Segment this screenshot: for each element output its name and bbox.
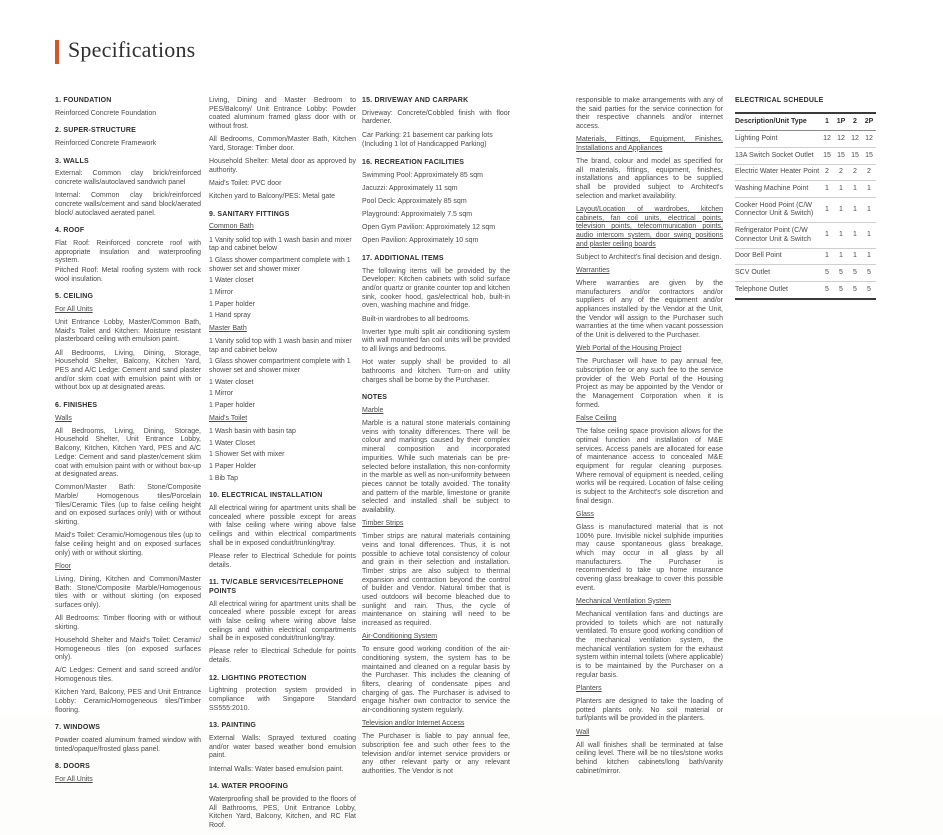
schedule-row-value: 15 xyxy=(848,148,862,165)
schedule-row-value: 1 xyxy=(862,248,876,265)
section-heading: 4. ROOF xyxy=(55,227,85,235)
paragraph: Mechanical ventilation fans and ductings are provided to toilets which are not naturally ventilated. To ensure good working condition of the mechanical ventilation system, the mechanical ventilation system for the exhaust system within internal toilets (where applicable) is to be maintained by the Purchaser on a regular basis. xyxy=(576,610,723,679)
sub-heading: Floor xyxy=(55,562,71,570)
section-heading: 14. WATER PROOFING xyxy=(209,783,289,791)
section-heading: 12. LIGHTING PROTECTION xyxy=(209,674,307,682)
section-heading: 16. RECREATION FACILITIES xyxy=(362,158,465,166)
schedule-row xyxy=(735,198,876,223)
paragraph: Household Shelter and Maid's Toilet: Ceramic/ Homogeneous tiles (on exposed surfaces only). xyxy=(55,636,201,662)
paragraph: responsible to make arrangements with any of the said parties for the service connection for their respective channels and/or internet access. xyxy=(576,97,723,131)
schedule-row-value: 2 xyxy=(820,164,834,181)
section-heading: 8. DOORS xyxy=(55,763,91,771)
paragraph: External Walls: Sprayed textured coating and/or water based weather bond emulsion paint. xyxy=(209,735,356,760)
section-heading: 10. ELECTRICAL INSTALLATION xyxy=(209,492,323,500)
column-notes-continued xyxy=(576,97,723,781)
list-line: 1 Wash basin with basin tap xyxy=(209,427,296,435)
section-heading: 11. TV/CABLE SERVICES/TELEPHONE POINTS xyxy=(209,579,344,595)
list-line: 1 Paper holder xyxy=(209,300,255,308)
schedule-row-value: 1 xyxy=(834,223,848,248)
list-line: 1 Water closet xyxy=(209,277,254,285)
section-heading: 5. CEILING xyxy=(55,293,94,301)
schedule-row-value: 5 xyxy=(862,282,876,299)
schedule-row xyxy=(735,248,876,265)
paragraph: Pitched Roof: Metal roofing system with rock wool insulation. xyxy=(55,266,201,283)
electrical-schedule-column xyxy=(735,97,876,300)
paragraph: Maid's Toilet: PVC door xyxy=(209,179,282,187)
schedule-col-unit-type: 2 xyxy=(848,113,862,131)
sub-heading: Maid's Toilet xyxy=(209,414,248,422)
schedule-row-value: 12 xyxy=(862,131,876,148)
schedule-row-value: 2 xyxy=(862,164,876,181)
schedule-row-value: 5 xyxy=(848,282,862,299)
schedule-row-value: 1 xyxy=(820,181,834,198)
electrical-schedule-title: ELECTRICAL SCHEDULE xyxy=(735,97,824,104)
paragraph: Household Shelter: Metal door as approved by authority. xyxy=(209,158,356,174)
section-heading: 2. SUPER-STRUCTURE xyxy=(55,127,136,135)
schedule-row-value: 2 xyxy=(834,164,848,181)
list-line: 1 Paper Holder xyxy=(209,463,257,470)
schedule-row-value: 12 xyxy=(834,131,848,148)
schedule-row-label: 13A Switch Socket Outlet xyxy=(735,148,820,165)
schedule-row-value: 1 xyxy=(820,223,834,248)
list-line: 1 Vanity solid top with 1 wash basin and mixer tap and cabinet below xyxy=(209,338,352,354)
schedule-row-value: 5 xyxy=(820,265,834,282)
schedule-row-value: 15 xyxy=(820,148,834,165)
sub-heading: Materials, Fittings, Equipment, Finishes, Installations and Appliances xyxy=(576,136,723,152)
paragraph: Unit Entrance Lobby, Master/Common Bath, Maid's Toilet and Kitchen: Moisture resistant plasterboard ceiling with emulsion paint. xyxy=(55,319,201,344)
sub-heading: Mechanical Ventilation System xyxy=(576,597,671,605)
sub-heading: Television and/or Internet Access xyxy=(362,720,465,728)
schedule-row-value: 1 xyxy=(848,223,862,248)
paragraph: Open Pavilion: Approximately 10 sqm xyxy=(362,237,479,245)
schedule-row xyxy=(735,181,876,198)
sub-heading: Glass xyxy=(576,510,594,518)
sub-heading: Common Bath xyxy=(209,223,254,231)
paragraph: The brand, colour and model as specified for all materials, fittings, equipment, finishes, installations and appliances to be supplied shall be provided subject to Architect's selection and market availability. xyxy=(576,158,723,200)
schedule-row-label: Cooker Hood Point (C/W Connector Unit & Switch) xyxy=(735,198,820,223)
paragraph: The Purchaser is liable to pay annual fee, subscription fee and such other fees to the television and/or internet service providers or any other relevant party or any relevant authorities. The Vendor is not xyxy=(362,733,510,775)
schedule-row-label: Electric Water Heater Point xyxy=(735,164,820,181)
paragraph: All electrical wiring for apartment units shall be concealed where possible except for areas with false ceiling where wiring above false ceilings and within electrical compartments shall be in exposed conduit/trunking/tray. xyxy=(209,505,356,547)
schedule-row-value: 1 xyxy=(834,198,848,223)
schedule-row-value: 1 xyxy=(834,181,848,198)
paragraph: Reinforced Concrete Foundation xyxy=(55,109,157,117)
list-line: 1 Shower Set with mixer xyxy=(209,451,285,459)
schedule-row xyxy=(735,148,876,165)
schedule-col-unit-type: 1P xyxy=(834,113,848,131)
paragraph: All Bedrooms, Living, Dining, Storage, Household Shelter, Balcony, Kitchen Yard, PES and A/C Ledge: Cement and sand plaster and/or skim coat with emulsion paint with or without box up at designated areas. xyxy=(55,349,201,392)
schedule-row-value: 1 xyxy=(848,181,862,198)
schedule-row-label: Refrigerator Point (C/W Connector Unit & Switch xyxy=(735,223,820,248)
schedule-row-value: 12 xyxy=(820,131,834,148)
paragraph: Car Parking: 21 basement car parking lots xyxy=(362,131,493,139)
paragraph: Playground: Approximately 7.5 sqm xyxy=(362,211,473,219)
schedule-row-value: 12 xyxy=(848,131,862,148)
paragraph: Inverter type multi split air conditioning system with wall mounted fan coil units will be provided to all livings and bedrooms. xyxy=(362,328,510,354)
sub-heading: Timber Strips xyxy=(362,520,404,528)
list-line: 1 Glass shower compartment complete with 1 shower set and shower mixer xyxy=(209,358,351,375)
schedule-row-value: 1 xyxy=(848,248,862,265)
schedule-row-value: 5 xyxy=(862,265,876,282)
schedule-row xyxy=(735,164,876,181)
schedule-col-description: Description/Unit Type xyxy=(735,113,820,131)
list-line: 1 Mirror xyxy=(209,390,234,398)
column-driveway-to-notes xyxy=(362,97,510,781)
schedule-row xyxy=(735,265,876,282)
paragraph: External: Common clay brick/reinforced concrete walls/autoclaved sandwich panel xyxy=(55,170,201,187)
paragraph: Built-in wardrobes to all bedrooms. xyxy=(362,315,470,323)
list-line: 1 Vanity solid top with 1 wash basin and mixer tap and cabinet below xyxy=(209,236,352,253)
paragraph: Powder coated aluminum framed window with tinted/opaque/frosted glass panel. xyxy=(55,736,201,753)
list-line: 1 Paper holder xyxy=(209,402,255,410)
page-title: Specifications xyxy=(68,37,196,62)
schedule-row-value: 1 xyxy=(862,181,876,198)
paragraph: Pool Deck: Approximately 85 sqm xyxy=(362,197,467,205)
sub-heading: Warranties xyxy=(576,266,610,274)
schedule-row-label: Lighting Point xyxy=(735,131,820,148)
schedule-row-value: 1 xyxy=(820,248,834,265)
sub-heading: For All Units xyxy=(55,305,93,313)
schedule-row-value: 5 xyxy=(820,282,834,299)
paragraph: Kitchen Yard, Balcony, PES and Unit Entrance Lobby: Ceramic/Homogeneous tiles/Timber flooring. xyxy=(55,689,201,714)
section-heading: NOTES xyxy=(362,394,388,402)
schedule-row-value: 5 xyxy=(834,282,848,299)
schedule-row-value: 1 xyxy=(862,223,876,248)
paragraph: The false ceiling space provision allows for the optimal function and installation of M&E services. Access panels are allocated for ease of maintenance access to concealed M&E equipment for regular cleaning purposes. Where removal of equipment is needed, ceiling works will be required. Location of false ceiling is subject to the Architect's sole discretion and final design. xyxy=(576,428,723,505)
list-line: 1 Mirror xyxy=(209,288,234,296)
schedule-row-value: 2 xyxy=(848,164,862,181)
paragraph: Subject to Architect's final decision and design. xyxy=(576,253,722,261)
sub-heading: Planters xyxy=(576,684,602,692)
paragraph: Maid's Toilet: Ceramic/Homogenous tiles (up to false ceiling height and on exposed surfaces only) with or without skirting. xyxy=(55,532,201,557)
schedule-header-row xyxy=(735,113,876,131)
schedule-row-value: 1 xyxy=(820,198,834,223)
list-line: 1 Hand spray xyxy=(209,312,251,320)
paragraph: Lightning protection system provided in compliance with Singapore Standard SS555:2010. xyxy=(209,687,356,712)
paragraph: All electrical wiring for apartment units shall be concealed where possible except for areas with false ceiling where wiring above false ceilings and within electrical compartments shall be in exposed conduit/trunking/tray. xyxy=(209,600,356,643)
paragraph: Living, Dining and Master Bedroom to PES/Balcony/ Unit Entrance Lobby: Powder coated aluminum framed glass door with or without frost. xyxy=(209,97,356,131)
schedule-row-value: 1 xyxy=(848,198,862,223)
column-doors-to-waterproofing xyxy=(209,97,356,835)
schedule-row-label: Telephone Outlet xyxy=(735,282,820,299)
column-foundation-to-doors xyxy=(55,97,201,789)
paragraph: Internal: Common clay brick/reinforced concrete walls/cement and sand block/aerated block/ autoclaved aerated panel. xyxy=(55,192,201,217)
section-heading: 9. SANITARY FITTINGS xyxy=(209,210,290,218)
list-line: 1 Water closet xyxy=(209,378,254,386)
sub-heading: False Ceiling xyxy=(576,415,617,422)
paragraph: Living, Dining, Kitchen and Common/Master Bath: Stone/Composite Marble/Homogenous tiles with or without skirting (on exposed surfaces only). xyxy=(55,575,201,609)
schedule-row-value: 5 xyxy=(848,265,862,282)
sub-heading: For All Units xyxy=(55,775,93,783)
section-heading: 17. ADDITIONAL ITEMS xyxy=(362,255,444,263)
sub-heading: Web Portal of the Housing Project xyxy=(576,345,682,353)
schedule-body xyxy=(735,131,876,299)
paragraph: Flat Roof: Reinforced concrete roof with appropriate insulation and waterproofing system. xyxy=(55,239,201,265)
sub-heading: Master Bath xyxy=(209,324,247,332)
paragraph: Marble is a natural stone materials containing veins with tonality differences. There will be colour and markings caused by their complex mineral composition and incorporated impurities. While such materials can be pre-selected before installation, this non-conformity in the marble as well as non-uniformity between pieces cannot be totally avoided. The tonality and pattern of the marble, limestone or granite selected and installed shall be subject to availability. xyxy=(362,420,510,514)
schedule-row-value: 15 xyxy=(834,148,848,165)
paragraph: The following items will be provided by the Developer: Kitchen cabinets with solid surface and/or quartz or granite counter top and kitchen sink, cooker hood, gas/electrical hob, built-in oven, washing machine and fridge. xyxy=(362,267,510,310)
section-heading: 6. FINISHES xyxy=(55,401,98,409)
paragraph: Open Gym Pavilion: Approximately 12 sqm xyxy=(362,224,496,232)
paragraph: All Bedrooms: Timber flooring with or without skirting. xyxy=(55,615,201,631)
paragraph: Driveway: Concrete/Cobbled finish with floor hardener. xyxy=(362,109,510,126)
paragraph: Internal Walls: Water based emulsion paint. xyxy=(209,765,344,773)
section-heading: 7. WINDOWS xyxy=(55,724,101,732)
schedule-row-value: 1 xyxy=(862,198,876,223)
list-line: 1 Glass shower compartment complete with 1 shower set and shower mixer xyxy=(209,256,351,273)
schedule-row-value: 15 xyxy=(862,148,876,165)
title-accent-bar xyxy=(55,40,59,64)
paragraph: Glass is manufactured material that is not 100% pure. Invisible nickel sulphide impurities may cause spontaneous glass breakage, which may occur in all glass by all manufacturers. The Purchaser is recommended to take up home insurance covering glass breakage to cover this possible event. xyxy=(576,523,723,592)
section-heading: 15. DRIVEWAY AND CARPARK xyxy=(362,97,469,104)
section-heading: 13. PAINTING xyxy=(209,722,257,730)
paragraph: Where warranties are given by the manufacturers and/or contractors and/or suppliers of any of the equipment and/or appliances installed by the Vendor at the Unit, the Vendor will assign to the Purchaser such warranties at the time when vacant possession of the Unit is delivered to the Purchaser. xyxy=(576,280,723,340)
paragraph: Planters are designed to take the loading of potted plants only. No soil material or turf/plants will be provided in the planters. xyxy=(576,697,723,723)
paragraph: Timber strips are natural materials containing veins and tonal differences. Thus, it is not possible to achieve total consistency of colour and grain in their selection and installation. Timber strips are also subject to thermal expansion and contraction beyond the control of builder and Vendor. Natural timber that is used outdoors will become bleached due to sunlight and rain. Thus, the cycle of maintenance on staining will need to be increased as required. xyxy=(362,533,510,627)
schedule-row xyxy=(735,223,876,248)
schedule-row-value: 5 xyxy=(834,265,848,282)
schedule-col-unit-type: 2P xyxy=(862,113,876,131)
paragraph: Kitchen yard to Balcony/PES: Metal gate xyxy=(209,193,336,201)
paragraph: (Including 1 lot of Handicapped Parking) xyxy=(362,141,487,149)
paragraph: Please refer to Electrical Schedule for points details. xyxy=(209,552,356,569)
sub-heading: Walls xyxy=(55,414,72,422)
list-line: 1 Water Closet xyxy=(209,439,256,447)
page-title-block xyxy=(55,37,195,64)
electrical-schedule-table xyxy=(735,112,876,300)
schedule-row xyxy=(735,282,876,299)
schedule-row-value: 1 xyxy=(834,248,848,265)
paragraph: All wall finishes shall be terminated at false ceiling level. There will be no tiles/stone works behind kitchen cabinets/long bath/vanity cabinet/mirror. xyxy=(576,741,723,775)
paragraph: Jacuzzi: Approximately 11 sqm xyxy=(362,184,458,192)
sub-heading: Air-Conditioning System xyxy=(362,633,438,641)
sub-heading: Marble xyxy=(362,406,384,414)
schedule-row xyxy=(735,131,876,148)
paragraph: Hot water supply shall be provided to all bathrooms and kitchen. Turn-on and utility charges shall be borne by the Purchaser. xyxy=(362,359,510,384)
schedule-row-label: SCV Outlet xyxy=(735,265,820,282)
list-line: 1 Bib Tap xyxy=(209,474,239,482)
sub-heading: Wall xyxy=(576,728,590,736)
paragraph: Please refer to Electrical Schedule for points details. xyxy=(209,648,356,665)
paragraph: Swimming Pool: Approximately 85 sqm xyxy=(362,171,483,179)
sub-heading: Layout/Location of wardrobes, kitchen cabinets, fan coil units, electrical points, television points, telecommunication points, audio intercom system, door swing positions and plaster ceiling boards xyxy=(576,205,723,248)
paragraph: All Bedrooms, Living, Dining, Storage, Household Shelter, Unit Entrance Lobby, Balcony, Kitchen, Kitchen Yard, PES and A/C Ledge: Cement and sand plaster/cement skim coat with emulsion paint with or without box-up at designated areas. xyxy=(55,427,201,479)
paragraph: The Purchaser will have to pay annual fee, subscription fee or any such fee to the service provider of the Web Portal of the Housing Project as may be appointed by the Vendor or the Management Corporation when it is formed. xyxy=(576,358,723,409)
paragraph: Common/Master Bath: Stone/Composite Marble/ Homogenous tiles/Porcelain Tiles/Ceramic Tiles (up to false ceiling height and on exposed surfaces only) with or without skirting. xyxy=(55,484,201,527)
section-heading: 3. WALLS xyxy=(55,157,89,165)
paragraph: All Bedrooms, Common/Master Bath, Kitchen Yard, Storage: Timber door. xyxy=(209,136,356,152)
paragraph: A/C Ledges: Cement and sand screed and/or Homogenous tiles. xyxy=(55,667,201,684)
schedule-row-label: Washing Machine Point xyxy=(735,181,820,198)
paragraph: To ensure good working condition of the air-conditioning system, the system has to be maintained and cleaned on a regular basis by the Purchaser. This includes the cleaning of filters, clearing of condensate pipes and charging of gas. The Purchaser is advised to engage his/her own contractor to service the air-conditioning system regularly. xyxy=(362,646,510,714)
schedule-row-label: Door Bell Point xyxy=(735,248,820,265)
paragraph: Reinforced Concrete Framework xyxy=(55,140,157,148)
paragraph: Waterproofing shall be provided to the floors of All Bathrooms, PES, Unit Entrance Lobby, Kitchen Yard, Balcony, Kitchen, and RC Flat Roof. xyxy=(209,795,356,829)
schedule-col-unit-type: 1 xyxy=(820,113,834,131)
section-heading: 1. FOUNDATION xyxy=(55,97,112,104)
